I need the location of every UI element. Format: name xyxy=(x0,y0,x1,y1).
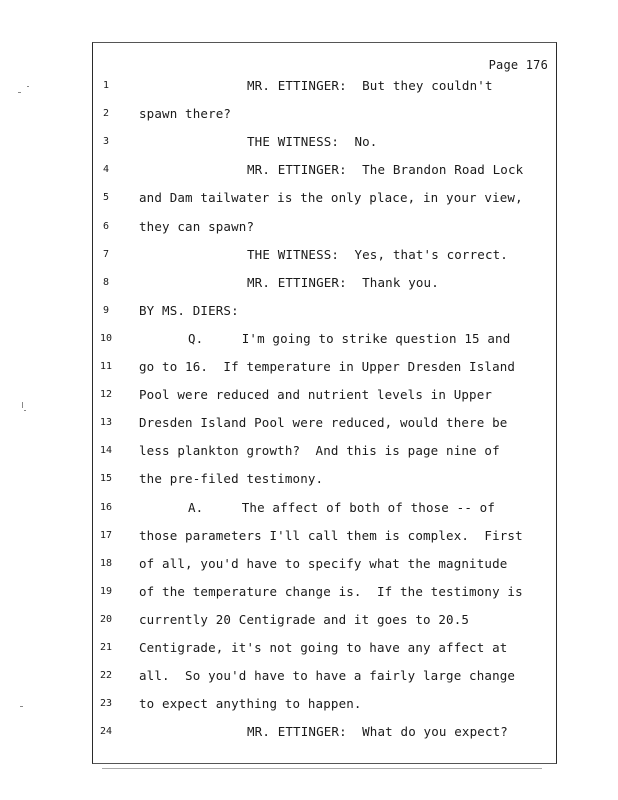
line-number: 15 xyxy=(99,473,113,485)
transcript-line xyxy=(0,219,618,239)
line-number: 5 xyxy=(102,192,110,204)
transcript-line xyxy=(0,584,618,604)
line-number: 1 xyxy=(102,80,110,91)
line-number: 6 xyxy=(102,220,110,232)
line-text: Dresden Island Pool were reduced, would there be xyxy=(139,415,508,431)
line-text: less plankton growth? And this is page nine of xyxy=(139,443,500,459)
line-number: 19 xyxy=(99,585,113,597)
line-number: 20 xyxy=(99,613,113,625)
line-text: MR. ETTINGER: Thank you. xyxy=(247,274,439,290)
line-text: currently 20 Centigrade and it goes to 20.5 xyxy=(139,611,470,627)
transcript-line xyxy=(0,500,618,520)
transcript-line xyxy=(0,668,618,688)
line-text: all. So you'd have to have a fairly large change xyxy=(139,668,516,684)
line-number: 18 xyxy=(99,557,113,569)
line-number: 4 xyxy=(102,164,110,176)
scan-speck xyxy=(27,86,29,87)
transcript-line xyxy=(0,443,618,463)
transcript-line xyxy=(0,387,618,407)
line-number: 14 xyxy=(99,445,113,457)
transcript-line xyxy=(0,640,618,660)
line-number: 17 xyxy=(99,529,113,541)
line-text: go to 16. If temperature in Upper Dresden Island xyxy=(139,359,516,374)
line-text: Centigrade, it's not going to have any affect at xyxy=(139,640,508,655)
transcript-line xyxy=(0,359,618,379)
line-number: 3 xyxy=(102,136,110,148)
line-number: 13 xyxy=(99,417,113,429)
line-number: 11 xyxy=(99,361,113,372)
line-number: 2 xyxy=(102,108,110,120)
transcript-line xyxy=(0,190,618,210)
transcript-line xyxy=(0,247,618,267)
line-text: MR. ETTINGER: But they couldn't xyxy=(247,78,493,93)
line-text: of the temperature change is. If the testimony is xyxy=(139,583,523,599)
line-text: to expect anything to happen. xyxy=(139,696,362,712)
line-text: Pool were reduced and nutrient levels in Upper xyxy=(139,387,493,403)
transcript-line xyxy=(0,556,618,576)
transcript-line xyxy=(0,612,618,632)
page-number: Page 176 xyxy=(488,58,548,72)
transcript-line xyxy=(0,696,618,716)
line-number: 23 xyxy=(99,698,113,710)
line-text: THE WITNESS: Yes, that's correct. xyxy=(247,246,508,262)
line-text: MR. ETTINGER: The Brandon Road Lock xyxy=(247,162,524,178)
transcript-line xyxy=(0,162,618,182)
line-number: 16 xyxy=(99,501,113,513)
transcript-line xyxy=(0,415,618,435)
line-text: A. The affect of both of those -- of xyxy=(188,499,496,515)
line-number: 8 xyxy=(102,276,110,288)
transcript-line xyxy=(0,724,618,744)
line-text: MR. ETTINGER: What do you expect? xyxy=(247,724,508,740)
line-text: and Dam tailwater is the only place, in your view, xyxy=(139,190,523,206)
scan-speck xyxy=(24,410,26,411)
line-text: BY MS. DIERS: xyxy=(139,302,239,318)
transcript-line xyxy=(0,331,618,351)
line-text: those parameters I'll call them is complex. First xyxy=(139,527,523,543)
line-number: 21 xyxy=(99,642,113,653)
line-number: 7 xyxy=(102,248,110,260)
transcript-line xyxy=(0,134,618,154)
line-number: 12 xyxy=(99,389,113,401)
transcript-line xyxy=(0,303,618,323)
transcript-line xyxy=(0,106,618,126)
transcript-line xyxy=(0,528,618,548)
line-number: 9 xyxy=(102,304,110,316)
transcript-line xyxy=(0,275,618,295)
line-text: Q. I'm going to strike question 15 and xyxy=(188,330,511,346)
line-number: 22 xyxy=(99,670,113,682)
line-text: they can spawn? xyxy=(139,218,255,234)
scan-speck xyxy=(18,92,21,93)
line-text: the pre-filed testimony. xyxy=(139,471,324,487)
scan-speck xyxy=(102,768,542,769)
line-number: 10 xyxy=(99,332,113,344)
line-text: spawn there? xyxy=(139,106,232,122)
line-text: THE WITNESS: No. xyxy=(247,134,378,150)
scan-speck xyxy=(20,706,23,707)
transcript-line xyxy=(0,471,618,491)
transcript-line xyxy=(0,78,618,98)
line-text: of all, you'd have to specify what the magnitude xyxy=(139,555,508,571)
scan-speck xyxy=(22,402,23,408)
line-number: 24 xyxy=(99,726,113,738)
